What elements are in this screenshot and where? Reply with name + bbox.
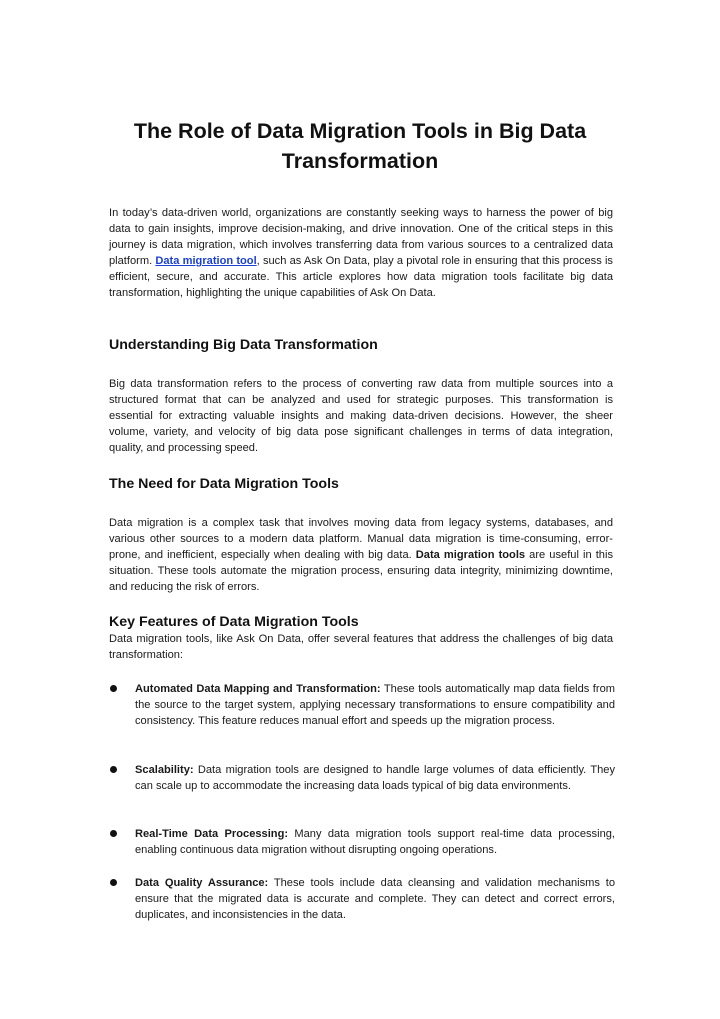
feature-text bbox=[135, 826, 615, 858]
need-text-before-bold: Data migration is a complex task that involves moving data from legacy systems, databases, and various other sources to a modern data platform. Manual data migration is time-consuming, error-prone, and inefficient, especially when dealing with big data. bbox=[109, 517, 613, 562]
intro-text-after-link: , such as Ask On Data, play a pivotal role in ensuring that this process is efficient, secure, and accurate. This article explores how data migration tools facilitate big data transformation, highlighting the unique capabilities of Ask On Data. bbox=[109, 255, 613, 300]
section-understanding-body: Big data transformation refers to the process of converting raw data from multiple sources into a structured format that can be analyzed and used for strategic purposes. This transformation is essential for extracting valuable insights and making data-driven decisions. However, the sheer volume, variety, and velocity of big data pose significant challenges in terms of data integration, quality, and processing speed. bbox=[109, 378, 613, 455]
feature-text bbox=[135, 875, 615, 923]
feature-text bbox=[135, 762, 615, 794]
bullet-icon bbox=[110, 879, 117, 886]
bullet-icon bbox=[110, 830, 117, 837]
feature-label: Automated Data Mapping and Transformation: bbox=[135, 683, 381, 695]
intro-text-before-link: In today’s data-driven world, organizations are constantly seeking ways to harness the power of big data to gain insights, improve decision-making, and drive innovation. One of the critical steps in this journey is data migration, which involves transferring data from various sources to a centralized data platform. bbox=[109, 207, 613, 268]
feature-description: Data migration tools are designed to handle large volumes of data efficiently. They can scale up to accommodate the increasing data loads typical of big data environments. bbox=[135, 764, 615, 793]
feature-text bbox=[135, 681, 615, 729]
page-title: The Role of Data Migration Tools in Big Data Transformation bbox=[133, 119, 587, 173]
section-heading-understanding: Understanding Big Data Transformation bbox=[109, 337, 378, 353]
feature-label: Scalability: bbox=[135, 764, 194, 776]
feature-description: Many data migration tools support real-time data processing, enabling continuous data migration without disrupting ongoing operations. bbox=[135, 828, 615, 857]
intro-paragraph bbox=[109, 205, 613, 302]
feature-description: These tools automatically map data fields from the source to the target system, applying necessary transformations to ensure compatibility and consistency. This feature reduces manual effort and speeds up the migration process. bbox=[135, 683, 615, 728]
section-need-body bbox=[109, 515, 613, 595]
section-heading-key-features: Key Features of Data Migration Tools bbox=[109, 614, 359, 630]
feature-label: Real-Time Data Processing: bbox=[135, 828, 289, 840]
data-migration-tool-link[interactable]: Data migration tool bbox=[155, 255, 257, 268]
need-text-after-bold: are useful in this situation. These tools automate the migration process, ensuring data integrity, minimizing downtime, and reducing the risk of errors. bbox=[109, 549, 613, 594]
bullet-icon bbox=[110, 685, 117, 692]
section-heading-need: The Need for Data Migration Tools bbox=[109, 476, 339, 492]
feature-label: Data Quality Assurance: bbox=[135, 877, 269, 889]
feature-description: These tools include data cleansing and validation mechanisms to ensure that the migrated data is accurate and complete. They can detect and correct errors, duplicates, and inconsistencies in the data. bbox=[135, 877, 616, 922]
need-bold-term: Data migration tools bbox=[415, 549, 526, 562]
bullet-icon bbox=[110, 766, 117, 773]
key-features-intro: Data migration tools, like Ask On Data, offer several features that address the challenges of big data transformation: bbox=[109, 633, 613, 662]
